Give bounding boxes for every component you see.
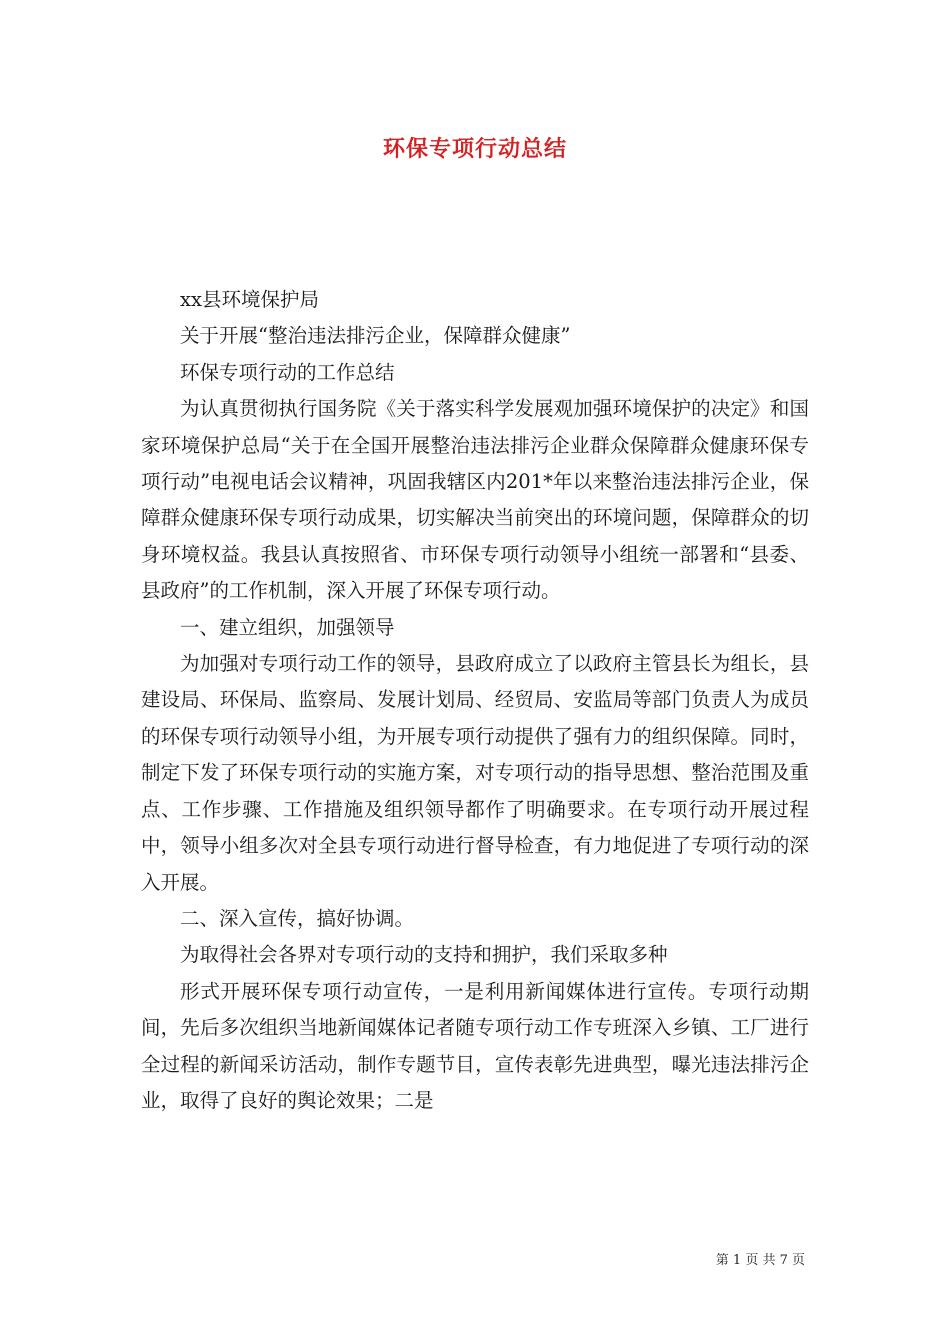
paragraph-org: xx县环境保护局 <box>180 288 319 311</box>
paragraph-section-1: 为加强对专项行动工作的领导，县政府成立了以政府主管县长为组长，县建设局、环保局、监察局、发展计划局、经贸局、安监局等部门负责人为成员的环保专项行动领导小组，为开展专项行动提供了强有力的组织保障。同时，制定下发了环保专项行动的实施方案，对专项行动的指导思想、整治范围及重点、工作步骤、工作措施及组织领导都作了明确要求。在专项行动开展过程中，领导小组多次对全县专项行动进行督导检查，有力地促进了专项行动的深入开展。 <box>141 652 809 894</box>
paragraph-intro: 为认真贯彻执行国务院《关于落实科学发展观加强环境保护的决定》和国家环境保护总局“关于在全国开展整治违法排污企业群众保障群众健康环保专项行动”电视电话会议精神，巩固我辖区内201*年以来整治违法排污企业，保障群众健康环保专项行动成果，切实解决当前突出的环境问题，保障群众的切身环境权益。我县认真按照省、市环保专项行动领导小组统一部署和“县委、县政府”的工作机制，深入开展了环保专项行动。 <box>141 397 809 603</box>
paragraph-subject-line1: 关于开展“整治违法排污企业，保障群众健康” <box>180 324 571 348</box>
section-heading-1: 一、建立组织，加强领导 <box>180 615 395 639</box>
paragraph-section-2b: 形式开展环保专项行动宣传，一是利用新闻媒体进行宣传。专项行动期间，先后多次组织当地新闻媒体记者随专项行动工作专班深入乡镇、工厂进行全过程的新闻采访活动，制作专题节目，宣传表彰先进典型，曝光违法排污企业，取得了良好的舆论效果；二是 <box>141 979 809 1112</box>
page-number: 第 1 页 共 7 页 <box>715 1253 805 1268</box>
document-title: 环保专项行动总结 <box>382 136 567 162</box>
paragraph-section-2a: 为取得社会各界对专项行动的支持和拥护，我们采取多种 <box>180 943 668 967</box>
document-body <box>141 282 809 1119</box>
paragraph-subject-line2: 环保专项行动的工作总结 <box>180 360 395 384</box>
section-heading-2: 二、深入宣传，搞好协调。 <box>180 906 415 930</box>
